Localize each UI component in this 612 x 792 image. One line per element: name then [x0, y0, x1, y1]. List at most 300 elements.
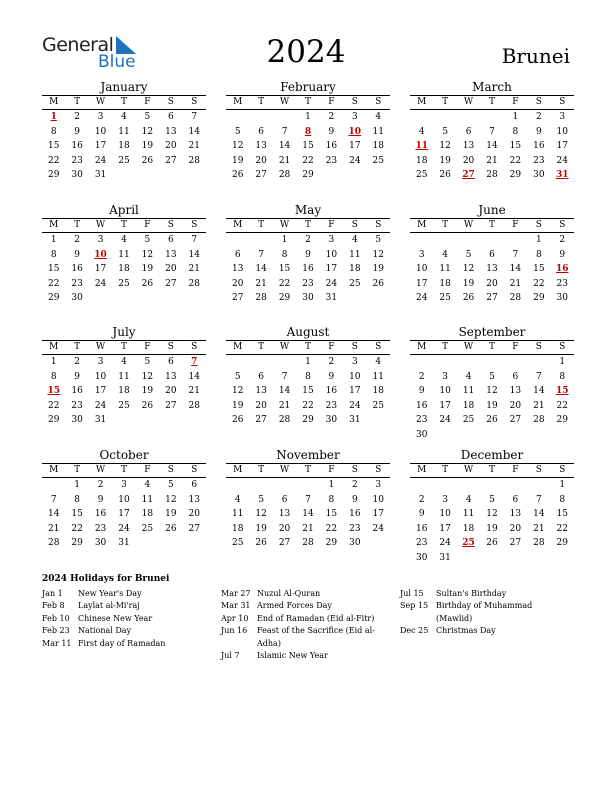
day-cell: 4	[234, 494, 241, 505]
day-cell	[273, 478, 296, 493]
day-cell: 9	[418, 386, 425, 396]
weekday-label: F	[328, 97, 335, 107]
day-cell: 16	[71, 141, 83, 151]
holiday-date: Feb 23	[42, 626, 70, 636]
day-cell	[433, 110, 456, 125]
day-cell: 29	[556, 415, 568, 425]
weekday-label: T	[488, 342, 495, 352]
day-cell: 8	[304, 126, 312, 137]
day-cell: 4	[121, 235, 127, 245]
holiday-item	[42, 600, 208, 612]
weekday-label: T	[74, 220, 81, 230]
day-cell: 24	[94, 278, 107, 289]
day-cell: 13	[462, 141, 475, 151]
day-cell: 12	[141, 249, 154, 260]
day-cell: 9	[535, 126, 542, 137]
holiday-item	[221, 588, 387, 600]
day-cell: 2	[328, 357, 335, 367]
holiday-date: Sep 15	[400, 601, 429, 611]
holiday-item	[400, 625, 566, 637]
weekday-header	[42, 340, 206, 355]
day-cell: 5	[489, 371, 495, 382]
holiday-name: Birthday of Muhammad (Mawlid)	[436, 601, 533, 623]
day-cell: 6	[258, 371, 264, 382]
day-cell: 3	[97, 357, 104, 367]
day-cell	[504, 551, 527, 566]
month-name: October	[99, 448, 149, 462]
day-cell: 1	[50, 112, 57, 122]
day-cell: 22	[533, 278, 545, 289]
day-cell: 4	[351, 235, 358, 245]
day-cell: 15	[278, 264, 291, 274]
day-cell	[504, 233, 527, 248]
day-cell: 19	[486, 523, 498, 534]
day-cell: 15	[47, 141, 60, 151]
day-cell: 14	[255, 264, 267, 274]
week-row	[410, 384, 574, 399]
day-cell: 21	[188, 386, 200, 396]
holiday-name: Christmas Day	[436, 626, 496, 636]
weekday-label: F	[144, 465, 151, 475]
day-cell: 7	[535, 494, 542, 505]
day-cell: 10	[325, 249, 338, 260]
day-cell: 7	[281, 371, 288, 382]
day-cell: 24	[556, 155, 568, 166]
day-cell: 31	[94, 170, 107, 180]
day-cell: 5	[144, 112, 151, 122]
day-cell: 30	[533, 170, 545, 180]
day-cell: 6	[512, 494, 519, 505]
holidays-column	[42, 588, 208, 650]
holidays-column	[221, 588, 387, 662]
week-row	[226, 233, 390, 248]
holiday-item	[42, 625, 208, 637]
day-cell: 3	[375, 480, 382, 490]
weekday-header	[226, 463, 390, 478]
day-cell: 8	[74, 494, 80, 505]
day-cell: 9	[418, 509, 425, 519]
day-cell: 24	[118, 523, 130, 534]
day-cell: 12	[141, 126, 154, 137]
week-row	[410, 428, 574, 443]
week-row	[410, 110, 574, 125]
day-cell: 7	[258, 249, 264, 260]
day-cell: 25	[439, 293, 451, 303]
week-row	[410, 355, 574, 370]
weekday-label: T	[120, 465, 127, 475]
day-cell: 27	[509, 538, 522, 548]
weekday-label: M	[417, 342, 427, 352]
day-cell: 16	[415, 523, 428, 534]
day-cell	[480, 355, 503, 370]
day-cell: 18	[462, 523, 475, 534]
weekday-label: W	[279, 342, 290, 352]
holiday-item	[42, 588, 208, 600]
day-cell: 23	[71, 155, 83, 166]
weekday-label: F	[144, 220, 151, 230]
weekday-label: T	[442, 342, 449, 352]
day-cell: 1	[281, 235, 288, 245]
day-cell: 11	[462, 386, 475, 396]
weekday-header	[42, 463, 206, 478]
day-cell: 14	[278, 141, 291, 151]
day-cell: 16	[302, 264, 314, 274]
weekday-label: M	[417, 465, 427, 475]
holiday-name: Laylat al-Mi'raj	[78, 601, 140, 611]
day-cell	[480, 551, 503, 566]
day-cell: 21	[509, 278, 522, 289]
day-cell	[273, 355, 296, 370]
weekday-label: S	[535, 465, 542, 475]
day-cell: 7	[305, 494, 311, 505]
week-row	[410, 370, 574, 385]
day-cell	[249, 233, 272, 248]
day-cell: 14	[47, 509, 60, 519]
day-cell: 7	[50, 494, 57, 505]
week-row	[226, 110, 390, 125]
day-cell: 6	[489, 249, 495, 260]
day-cell	[159, 413, 182, 428]
day-cell	[273, 110, 296, 125]
week-row	[42, 370, 206, 385]
month-july	[42, 325, 206, 428]
weekday-label: T	[442, 220, 449, 230]
month-march	[410, 80, 574, 183]
day-cell: 14	[486, 141, 498, 151]
weekday-header	[42, 95, 206, 110]
day-cell: 18	[118, 141, 130, 151]
day-cell: 14	[509, 264, 522, 274]
day-cell: 27	[509, 415, 522, 425]
day-cell: 30	[302, 293, 314, 303]
weekday-label: W	[463, 97, 474, 107]
day-cell: 13	[165, 371, 177, 382]
day-cell: 9	[74, 249, 80, 260]
week-row	[42, 413, 206, 428]
day-cell: 19	[231, 155, 244, 166]
month-december	[410, 448, 574, 565]
day-cell	[457, 355, 480, 370]
day-cell: 24	[415, 293, 428, 303]
month-november	[226, 448, 390, 551]
weekday-label: F	[512, 465, 519, 475]
week-row	[410, 262, 574, 277]
day-cell: 5	[234, 126, 241, 137]
day-cell: 22	[71, 523, 83, 534]
holidays-title: 2024 Holidays for Brunei	[42, 574, 170, 584]
holiday-date: Feb 8	[42, 601, 65, 611]
day-cell: 31	[118, 538, 130, 548]
day-cell: 25	[415, 170, 428, 180]
day-cell: 15	[302, 141, 314, 151]
day-cell	[183, 168, 206, 183]
day-cell: 16	[325, 386, 338, 396]
day-cell	[183, 536, 206, 551]
weekday-label: M	[233, 97, 243, 107]
day-cell: 23	[71, 278, 83, 289]
day-cell: 12	[372, 249, 384, 260]
day-cell: 26	[439, 170, 451, 180]
day-cell: 31	[439, 552, 451, 563]
day-cell: 12	[486, 386, 498, 396]
weekday-label: F	[328, 342, 335, 352]
holiday-item	[221, 650, 387, 662]
day-cell: 23	[325, 400, 338, 411]
day-cell	[410, 355, 433, 370]
day-cell: 14	[188, 126, 200, 137]
day-cell: 3	[351, 357, 358, 367]
day-cell: 29	[47, 415, 60, 425]
weekday-label: W	[279, 465, 290, 475]
week-row	[42, 168, 206, 183]
holiday-date: Dec 25	[400, 626, 429, 636]
day-cell: 5	[258, 494, 264, 505]
day-cell	[249, 355, 272, 370]
day-cell: 10	[94, 371, 107, 382]
weekday-label: W	[279, 97, 290, 107]
day-cell: 31	[94, 415, 107, 425]
day-cell: 2	[535, 112, 542, 122]
day-cell: 21	[47, 523, 60, 534]
day-cell: 28	[486, 170, 498, 180]
week-row	[410, 507, 574, 522]
day-cell: 25	[462, 538, 475, 548]
day-cell: 6	[191, 480, 198, 490]
week-row	[410, 478, 574, 493]
day-cell: 31	[349, 415, 361, 425]
week-row	[42, 536, 206, 551]
day-cell: 16	[94, 509, 107, 519]
day-cell: 16	[71, 264, 83, 274]
weekday-label: T	[442, 97, 449, 107]
day-cell: 14	[533, 386, 545, 396]
day-cell: 17	[349, 141, 361, 151]
day-cell: 8	[559, 371, 566, 382]
day-cell	[457, 551, 480, 566]
weekday-label: T	[74, 465, 81, 475]
day-cell: 7	[191, 357, 198, 367]
day-cell: 10	[415, 264, 428, 274]
day-cell	[433, 428, 456, 443]
day-cell: 5	[167, 480, 174, 490]
week-row	[226, 355, 390, 370]
day-cell: 3	[418, 249, 425, 260]
day-cell: 29	[302, 415, 314, 425]
weekday-label: T	[120, 220, 127, 230]
weekday-label: S	[535, 97, 542, 107]
day-cell: 30	[94, 538, 107, 548]
day-cell: 30	[71, 415, 83, 425]
month-june	[410, 203, 574, 306]
month-name: August	[286, 325, 330, 339]
day-cell	[367, 291, 390, 306]
day-cell: 22	[47, 400, 60, 411]
day-cell	[226, 110, 249, 125]
week-row	[226, 384, 390, 399]
day-cell: 3	[328, 235, 335, 245]
week-row	[226, 413, 390, 428]
week-row	[42, 233, 206, 248]
day-cell: 18	[349, 264, 361, 274]
weekday-label: T	[74, 97, 81, 107]
day-cell: 16	[349, 509, 361, 519]
day-cell: 18	[231, 523, 244, 534]
week-row	[226, 248, 390, 263]
weekday-label: T	[488, 465, 495, 475]
weekday-header	[226, 340, 390, 355]
day-cell: 17	[94, 386, 107, 396]
day-cell: 2	[97, 480, 104, 490]
weekday-label: T	[304, 465, 311, 475]
week-row	[226, 399, 390, 414]
holiday-name: Islamic New Year	[257, 651, 328, 661]
day-cell: 13	[255, 386, 267, 396]
week-row	[42, 277, 206, 292]
weekday-label: M	[49, 97, 59, 107]
weekday-label: M	[233, 220, 243, 230]
day-cell	[112, 291, 135, 306]
day-cell: 17	[556, 141, 568, 151]
day-cell: 18	[372, 386, 384, 396]
day-cell: 6	[234, 249, 241, 260]
day-cell: 28	[509, 293, 522, 303]
holiday-item	[42, 638, 208, 650]
day-cell: 21	[188, 141, 200, 151]
day-cell: 22	[556, 400, 568, 411]
weekday-header	[42, 218, 206, 233]
weekday-label: W	[463, 220, 474, 230]
day-cell: 29	[302, 170, 314, 180]
day-cell: 29	[509, 170, 522, 180]
week-row	[410, 291, 574, 306]
day-cell: 18	[462, 400, 475, 411]
day-cell: 26	[141, 400, 154, 411]
day-cell: 7	[191, 112, 198, 122]
day-cell: 1	[559, 357, 566, 367]
day-cell: 19	[439, 155, 451, 166]
day-cell	[527, 428, 550, 443]
day-cell: 12	[231, 386, 244, 396]
weekday-label: T	[120, 342, 127, 352]
day-cell: 11	[118, 371, 130, 382]
day-cell: 10	[94, 126, 107, 137]
day-cell: 25	[118, 155, 130, 166]
day-cell: 19	[141, 386, 154, 396]
week-row	[42, 125, 206, 140]
day-cell: 7	[281, 126, 288, 137]
weekday-label: T	[258, 465, 265, 475]
holiday-date: Mar 27	[221, 589, 251, 598]
weekday-label: W	[95, 465, 106, 475]
day-cell: 13	[165, 126, 177, 137]
holiday-name: New Year's Day	[78, 589, 142, 598]
week-row	[42, 384, 206, 399]
day-cell	[527, 551, 550, 566]
day-cell: 21	[278, 155, 291, 166]
day-cell: 23	[415, 538, 428, 548]
day-cell: 28	[47, 538, 60, 548]
day-cell	[504, 428, 527, 443]
day-cell: 9	[351, 494, 358, 505]
week-row	[410, 154, 574, 169]
holiday-name: Feast of the Sacrifice (Eid al-Adha)	[257, 626, 375, 648]
holiday-name: First day of Ramadan	[78, 638, 166, 648]
week-row	[226, 277, 390, 292]
day-cell: 28	[533, 538, 545, 548]
day-cell: 23	[415, 415, 428, 425]
day-cell: 10	[348, 126, 362, 137]
week-row	[226, 139, 390, 154]
holiday-date: Jun 16	[221, 626, 248, 636]
weekday-header	[226, 218, 390, 233]
day-cell: 24	[439, 415, 451, 425]
weekday-label: F	[144, 97, 151, 107]
day-cell: 13	[509, 386, 522, 396]
weekday-label: M	[49, 465, 59, 475]
day-cell: 11	[231, 509, 244, 519]
day-cell: 15	[47, 386, 60, 396]
day-cell: 5	[375, 235, 382, 245]
day-cell	[136, 413, 159, 428]
day-cell: 23	[302, 278, 314, 289]
day-cell	[504, 355, 527, 370]
day-cell: 27	[278, 538, 291, 548]
day-cell: 6	[167, 357, 174, 367]
day-cell: 18	[415, 155, 428, 166]
day-cell: 27	[255, 170, 267, 180]
holiday-name: Nuzul Al-Quran	[257, 589, 321, 598]
day-cell: 4	[465, 371, 472, 382]
weekday-label: S	[191, 342, 198, 352]
day-cell: 23	[533, 155, 545, 166]
week-row	[410, 536, 574, 551]
day-cell: 13	[231, 264, 244, 274]
week-row	[42, 507, 206, 522]
day-cell: 1	[305, 112, 311, 122]
weekday-label: S	[167, 97, 174, 107]
logo-blue-text: Blue	[98, 52, 136, 72]
day-cell: 28	[188, 400, 200, 411]
day-cell: 21	[278, 400, 291, 411]
day-cell: 26	[231, 170, 244, 180]
day-cell: 26	[462, 293, 475, 303]
week-row	[410, 125, 574, 140]
day-cell: 1	[50, 357, 57, 367]
day-cell	[367, 536, 390, 551]
weekday-label: M	[417, 220, 427, 230]
week-row	[42, 154, 206, 169]
weekday-label: F	[328, 465, 335, 475]
day-cell: 10	[349, 371, 361, 382]
weekday-label: M	[49, 342, 59, 352]
day-cell: 12	[165, 494, 177, 505]
holidays-column	[400, 588, 566, 638]
day-cell: 4	[418, 126, 425, 137]
day-cell: 21	[533, 400, 545, 411]
day-cell: 28	[255, 293, 267, 303]
day-cell: 8	[305, 371, 311, 382]
day-cell: 21	[255, 278, 267, 289]
day-cell: 22	[556, 523, 568, 534]
weekday-label: W	[95, 97, 106, 107]
holiday-item	[221, 625, 387, 650]
month-name: January	[100, 80, 148, 94]
day-cell: 3	[442, 371, 448, 382]
day-cell: 7	[535, 371, 542, 382]
month-august	[226, 325, 390, 428]
day-cell: 29	[556, 538, 568, 548]
week-row	[42, 399, 206, 414]
